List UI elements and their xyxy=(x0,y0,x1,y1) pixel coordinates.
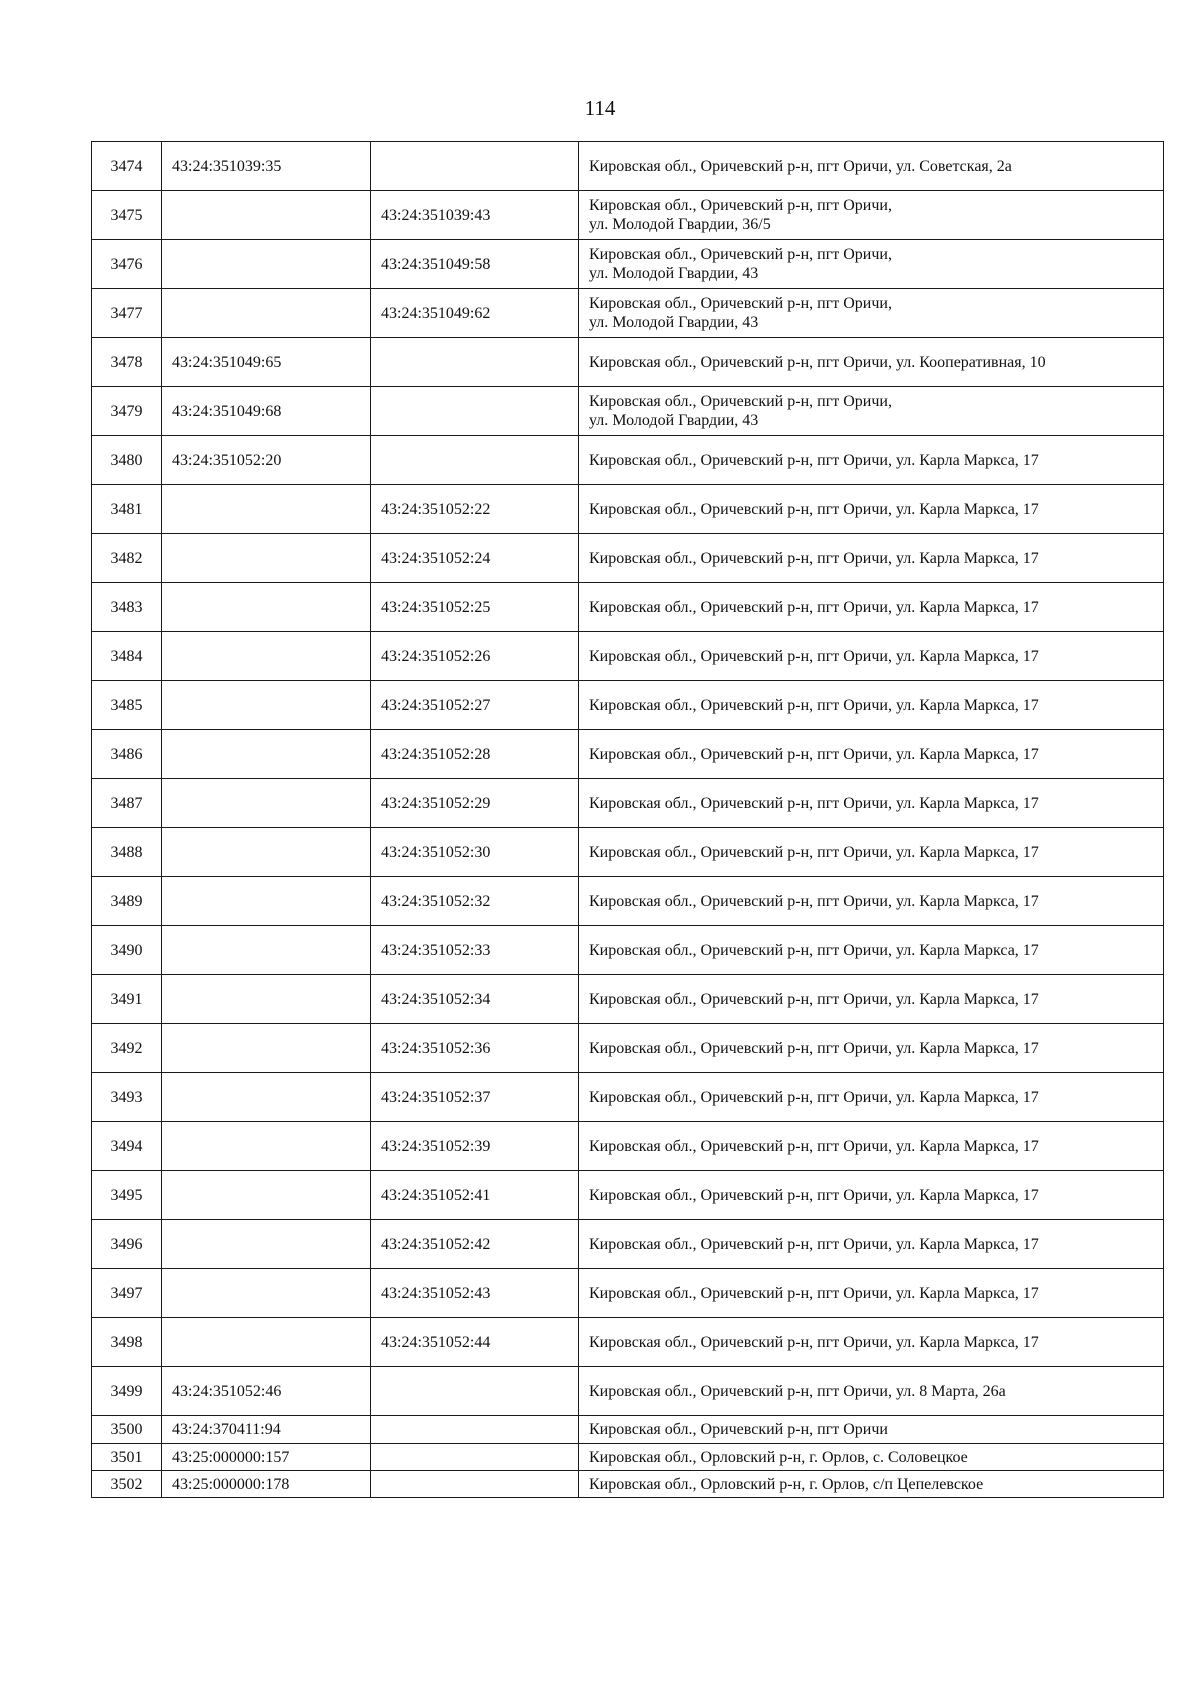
address-line: Кировская обл., Оричевский р-н, пгт Оричи, ул. Карла Маркса, 17 xyxy=(589,696,1039,714)
address-line: Кировская обл., Орловский р-н, г. Орлов, с. Соловецкое xyxy=(589,1448,968,1466)
cadastral-number-cell: 43:24:351052:46 xyxy=(162,1367,371,1416)
address-line: Кировская обл., Оричевский р-н, пгт Оричи, xyxy=(589,295,892,312)
cadastral-number-cell: 43:24:351049:68 xyxy=(162,387,371,436)
row-number-cell: 3477 xyxy=(92,289,162,338)
table-row xyxy=(92,1444,1164,1471)
address-cell xyxy=(579,1171,1164,1220)
address-cell xyxy=(579,289,1164,338)
address-line: Кировская обл., Оричевский р-н, пгт Оричи, ул. Карла Маркса, 17 xyxy=(589,549,1039,567)
table-row xyxy=(92,1367,1164,1416)
cadastral-number-related-cell: 43:24:351052:41 xyxy=(371,1171,579,1220)
cadastral-number-cell xyxy=(162,975,371,1024)
address-line: Кировская обл., Оричевский р-н, пгт Оричи, ул. Карла Маркса, 17 xyxy=(589,647,1039,665)
address-line: Кировская обл., Оричевский р-н, пгт Оричи, ул. 8 Марта, 26а xyxy=(589,1382,1006,1400)
cadastral-number-related-cell xyxy=(371,1444,579,1471)
address-cell xyxy=(579,534,1164,583)
cadastral-number-cell xyxy=(162,877,371,926)
cadastral-number-related-cell: 43:24:351052:34 xyxy=(371,975,579,1024)
cadastral-number-related-cell xyxy=(371,142,579,191)
row-number-cell: 3494 xyxy=(92,1122,162,1171)
table-row xyxy=(92,1269,1164,1318)
cadastral-number-related-cell: 43:24:351049:58 xyxy=(371,240,579,289)
address-cell xyxy=(579,1318,1164,1367)
cadastral-number-related-cell: 43:24:351052:29 xyxy=(371,779,579,828)
row-number-cell: 3500 xyxy=(92,1416,162,1444)
cadastral-number-related-cell: 43:24:351052:25 xyxy=(371,583,579,632)
row-number-cell: 3498 xyxy=(92,1318,162,1367)
cadastral-number-related-cell: 43:24:351052:43 xyxy=(371,1269,579,1318)
row-number-cell: 3482 xyxy=(92,534,162,583)
table-row xyxy=(92,877,1164,926)
address-cell xyxy=(579,436,1164,485)
cadastral-number-cell xyxy=(162,485,371,534)
address-cell xyxy=(579,1367,1164,1416)
page-number: 114 xyxy=(584,96,616,120)
address-cell xyxy=(579,975,1164,1024)
cadastral-number-cell xyxy=(162,191,371,240)
address-line: Кировская обл., Оричевский р-н, пгт Оричи, ул. Карла Маркса, 17 xyxy=(589,451,1039,469)
row-number-cell: 3490 xyxy=(92,926,162,975)
address-cell xyxy=(579,485,1164,534)
address-cell xyxy=(579,730,1164,779)
address-line: ул. Молодой Гвардии, 43 xyxy=(589,412,759,429)
cadastral-number-related-cell xyxy=(371,338,579,387)
cadastral-number-related-cell: 43:24:351052:27 xyxy=(371,681,579,730)
address-line: Кировская обл., Оричевский р-н, пгт Оричи, ул. Карла Маркса, 17 xyxy=(589,1235,1039,1253)
row-number-cell: 3502 xyxy=(92,1471,162,1498)
address-line: Кировская обл., Оричевский р-н, пгт Оричи, ул. Карла Маркса, 17 xyxy=(589,500,1039,518)
address-cell xyxy=(579,191,1164,240)
address-cell xyxy=(579,583,1164,632)
cadastral-number-cell xyxy=(162,1073,371,1122)
table-row xyxy=(92,534,1164,583)
cadastral-number-related-cell: 43:24:351052:30 xyxy=(371,828,579,877)
cadastral-number-related-cell: 43:24:351052:42 xyxy=(371,1220,579,1269)
cadastral-number-cell xyxy=(162,240,371,289)
table-row xyxy=(92,289,1164,338)
cadastral-number-related-cell: 43:24:351052:24 xyxy=(371,534,579,583)
row-number-cell: 3485 xyxy=(92,681,162,730)
address-line: Кировская обл., Оричевский р-н, пгт Оричи, ул. Карла Маркса, 17 xyxy=(589,941,1039,959)
table-row xyxy=(92,1471,1164,1498)
table-row xyxy=(92,730,1164,779)
row-number-cell: 3501 xyxy=(92,1444,162,1471)
table-row xyxy=(92,681,1164,730)
table-row xyxy=(92,338,1164,387)
cadastral-number-related-cell xyxy=(371,1367,579,1416)
row-number-cell: 3493 xyxy=(92,1073,162,1122)
table-row xyxy=(92,1220,1164,1269)
table-row xyxy=(92,828,1164,877)
cadastral-number-cell: 43:24:351052:20 xyxy=(162,436,371,485)
address-line: Кировская обл., Оричевский р-н, пгт Оричи, ул. Карла Маркса, 17 xyxy=(589,1186,1039,1204)
address-line: Кировская обл., Оричевский р-н, пгт Оричи, ул. Кооперативная, 10 xyxy=(589,353,1046,371)
row-number-cell: 3491 xyxy=(92,975,162,1024)
cadastral-number-cell xyxy=(162,632,371,681)
table-row xyxy=(92,1024,1164,1073)
cadastral-number-related-cell: 43:24:351039:43 xyxy=(371,191,579,240)
cadastral-number-cell xyxy=(162,583,371,632)
cadastral-number-cell xyxy=(162,730,371,779)
table-row xyxy=(92,1073,1164,1122)
address-line: Кировская обл., Оричевский р-н, пгт Оричи, ул. Карла Маркса, 17 xyxy=(589,794,1039,812)
registry-table xyxy=(91,141,1164,1498)
cadastral-number-related-cell: 43:24:351052:44 xyxy=(371,1318,579,1367)
cadastral-number-related-cell: 43:24:351052:22 xyxy=(371,485,579,534)
address-cell xyxy=(579,877,1164,926)
address-line: Кировская обл., Оричевский р-н, пгт Оричи, ул. Карла Маркса, 17 xyxy=(589,1088,1039,1106)
table-row xyxy=(92,632,1164,681)
table-row xyxy=(92,1171,1164,1220)
cadastral-number-cell xyxy=(162,534,371,583)
cadastral-number-cell: 43:24:351049:65 xyxy=(162,338,371,387)
address-line: Кировская обл., Оричевский р-н, пгт Оричи, ул. Карла Маркса, 17 xyxy=(589,1137,1039,1155)
table-row xyxy=(92,583,1164,632)
cadastral-number-related-cell: 43:24:351052:39 xyxy=(371,1122,579,1171)
row-number-cell: 3484 xyxy=(92,632,162,681)
cadastral-number-cell xyxy=(162,1318,371,1367)
address-cell xyxy=(579,1122,1164,1171)
row-number-cell: 3492 xyxy=(92,1024,162,1073)
table-row xyxy=(92,240,1164,289)
cadastral-number-cell xyxy=(162,828,371,877)
table-row xyxy=(92,1318,1164,1367)
address-cell xyxy=(579,338,1164,387)
address-cell xyxy=(579,1220,1164,1269)
table-row xyxy=(92,1122,1164,1171)
cadastral-number-related-cell: 43:24:351052:28 xyxy=(371,730,579,779)
address-line: Кировская обл., Оричевский р-н, пгт Оричи, ул. Карла Маркса, 17 xyxy=(589,1333,1039,1351)
row-number-cell: 3497 xyxy=(92,1269,162,1318)
row-number-cell: 3481 xyxy=(92,485,162,534)
address-cell xyxy=(579,779,1164,828)
address-cell xyxy=(579,1471,1164,1498)
address-cell xyxy=(579,926,1164,975)
table-row xyxy=(92,387,1164,436)
row-number-cell: 3479 xyxy=(92,387,162,436)
address-cell xyxy=(579,1416,1164,1444)
row-number-cell: 3489 xyxy=(92,877,162,926)
cadastral-number-cell: 43:25:000000:157 xyxy=(162,1444,371,1471)
address-line: Кировская обл., Оричевский р-н, пгт Оричи, ул. Карла Маркса, 17 xyxy=(589,843,1039,861)
row-number-cell: 3483 xyxy=(92,583,162,632)
address-cell xyxy=(579,681,1164,730)
cadastral-number-cell xyxy=(162,289,371,338)
address-cell xyxy=(579,387,1164,436)
address-line: Кировская обл., Оричевский р-н, пгт Оричи, ул. Карла Маркса, 17 xyxy=(589,990,1039,1008)
address-line: ул. Молодой Гвардии, 36/5 xyxy=(589,216,771,233)
cadastral-number-related-cell: 43:24:351049:62 xyxy=(371,289,579,338)
table-row xyxy=(92,975,1164,1024)
table-row xyxy=(92,485,1164,534)
row-number-cell: 3486 xyxy=(92,730,162,779)
cadastral-number-related-cell xyxy=(371,1416,579,1444)
registry-table-body xyxy=(92,142,1164,1498)
address-cell xyxy=(579,240,1164,289)
table-row xyxy=(92,142,1164,191)
address-line: ул. Молодой Гвардии, 43 xyxy=(589,314,759,331)
cadastral-number-related-cell: 43:24:351052:26 xyxy=(371,632,579,681)
row-number-cell: 3499 xyxy=(92,1367,162,1416)
row-number-cell: 3487 xyxy=(92,779,162,828)
cadastral-number-cell xyxy=(162,779,371,828)
row-number-cell: 3495 xyxy=(92,1171,162,1220)
table-row xyxy=(92,926,1164,975)
address-line: Кировская обл., Оричевский р-н, пгт Оричи, ул. Карла Маркса, 17 xyxy=(589,1284,1039,1302)
address-line: ул. Молодой Гвардии, 43 xyxy=(589,265,759,282)
address-cell xyxy=(579,142,1164,191)
cadastral-number-related-cell xyxy=(371,436,579,485)
address-line: Кировская обл., Оричевский р-н, пгт Оричи, ул. Карла Маркса, 17 xyxy=(589,1039,1039,1057)
cadastral-number-related-cell: 43:24:351052:36 xyxy=(371,1024,579,1073)
row-number-cell: 3496 xyxy=(92,1220,162,1269)
address-line: Кировская обл., Оричевский р-н, пгт Оричи, ул. Карла Маркса, 17 xyxy=(589,892,1039,910)
cadastral-number-related-cell: 43:24:351052:37 xyxy=(371,1073,579,1122)
cadastral-number-cell: 43:25:000000:178 xyxy=(162,1471,371,1498)
address-cell xyxy=(579,632,1164,681)
cadastral-number-cell: 43:24:351039:35 xyxy=(162,142,371,191)
cadastral-number-cell xyxy=(162,1171,371,1220)
table-row xyxy=(92,191,1164,240)
cadastral-number-cell xyxy=(162,1269,371,1318)
row-number-cell: 3488 xyxy=(92,828,162,877)
row-number-cell: 3475 xyxy=(92,191,162,240)
address-line: Кировская обл., Оричевский р-н, пгт Оричи xyxy=(589,1421,888,1438)
address-line: Кировская обл., Оричевский р-н, пгт Оричи, xyxy=(589,246,892,263)
row-number-cell: 3476 xyxy=(92,240,162,289)
address-line: Кировская обл., Оричевский р-н, пгт Оричи, xyxy=(589,197,892,214)
table-row xyxy=(92,436,1164,485)
cadastral-number-related-cell: 43:24:351052:32 xyxy=(371,877,579,926)
address-line: Кировская обл., Оричевский р-н, пгт Оричи, ул. Карла Маркса, 17 xyxy=(589,598,1039,616)
address-cell xyxy=(579,1269,1164,1318)
address-cell xyxy=(579,1024,1164,1073)
table-row xyxy=(92,1416,1164,1444)
row-number-cell: 3474 xyxy=(92,142,162,191)
cadastral-number-cell xyxy=(162,1220,371,1269)
address-line: Кировская обл., Орловский р-н, г. Орлов, с/п Цепелевское xyxy=(589,1475,984,1493)
cadastral-number-related-cell xyxy=(371,387,579,436)
cadastral-number-cell xyxy=(162,681,371,730)
cadastral-number-related-cell: 43:24:351052:33 xyxy=(371,926,579,975)
row-number-cell: 3480 xyxy=(92,436,162,485)
cadastral-number-cell xyxy=(162,926,371,975)
cadastral-number-cell: 43:24:370411:94 xyxy=(162,1416,371,1444)
table-row xyxy=(92,779,1164,828)
address-cell xyxy=(579,1444,1164,1471)
address-cell xyxy=(579,828,1164,877)
address-cell xyxy=(579,1073,1164,1122)
address-line: Кировская обл., Оричевский р-н, пгт Оричи, ул. Советская, 2а xyxy=(589,157,1012,175)
cadastral-number-related-cell xyxy=(371,1471,579,1498)
row-number-cell: 3478 xyxy=(92,338,162,387)
cadastral-number-cell xyxy=(162,1024,371,1073)
cadastral-number-cell xyxy=(162,1122,371,1171)
address-line: Кировская обл., Оричевский р-н, пгт Оричи, xyxy=(589,393,892,410)
address-line: Кировская обл., Оричевский р-н, пгт Оричи, ул. Карла Маркса, 17 xyxy=(589,745,1039,763)
